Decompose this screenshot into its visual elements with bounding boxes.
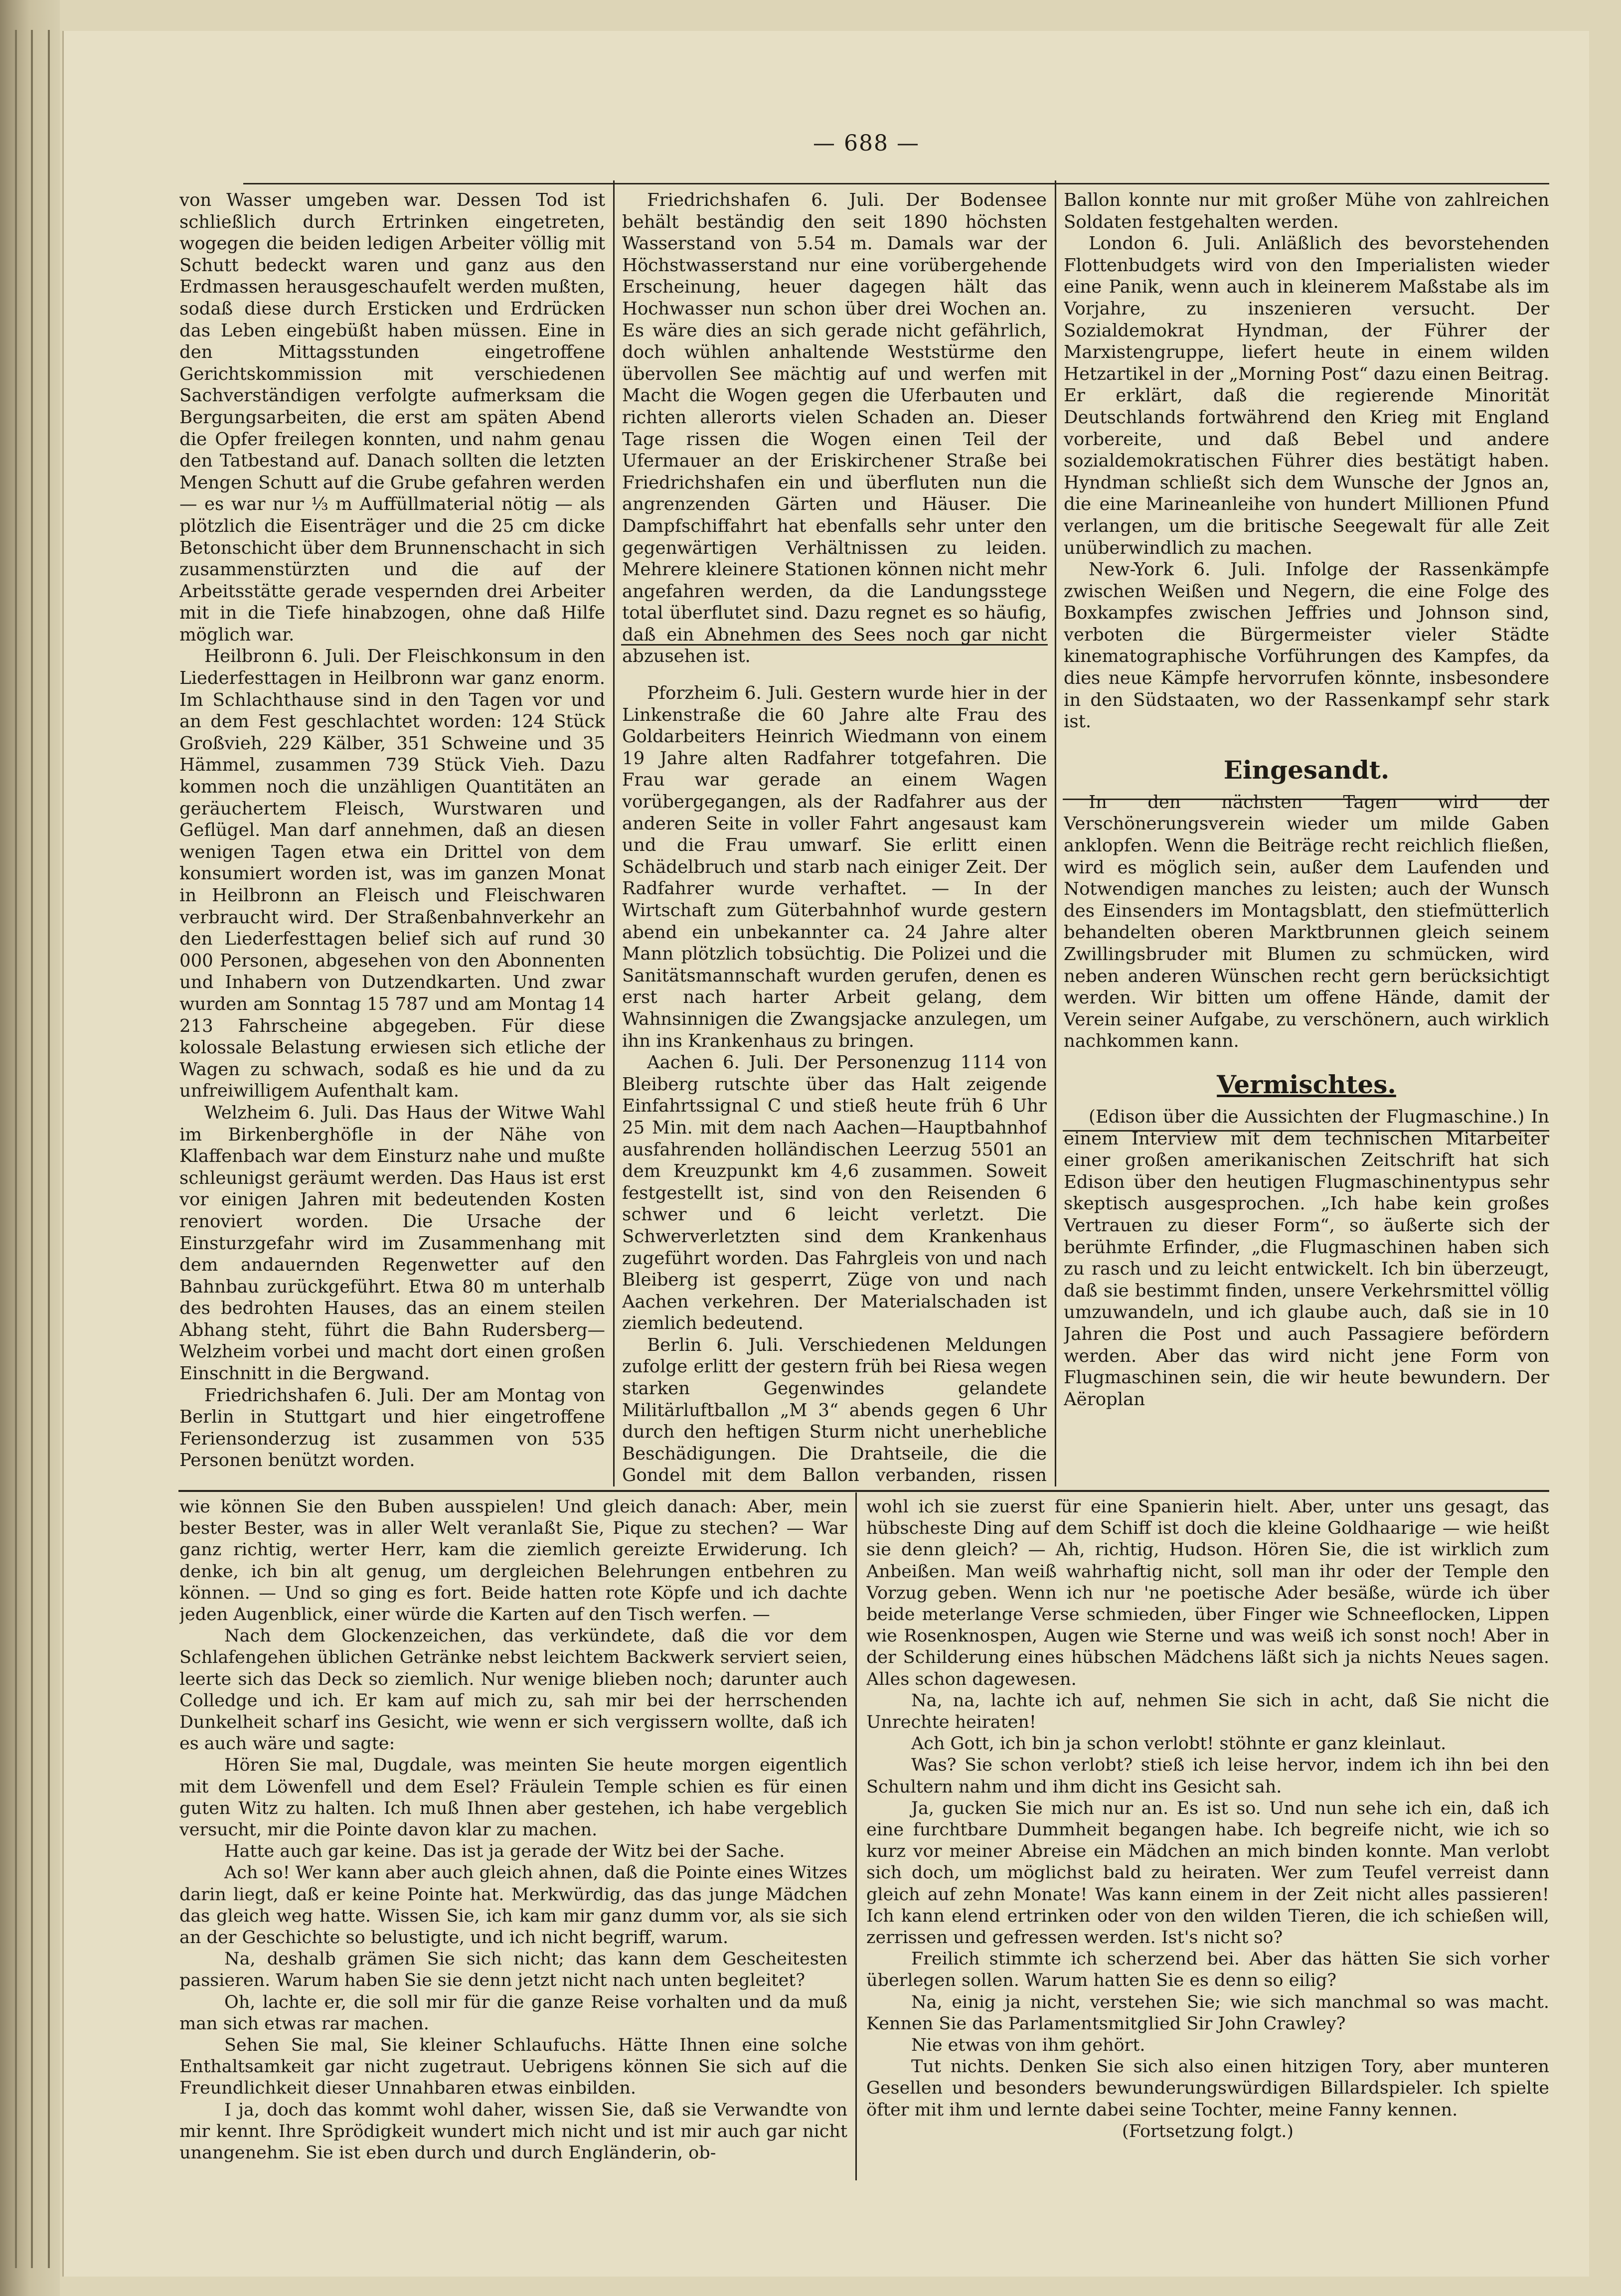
section-heading-vermischtes: Vermischtes. bbox=[1217, 1069, 1396, 1099]
book-binding bbox=[0, 0, 60, 2296]
feuilleton-text: Na, na, lachte ich auf, nehmen Sie sich in acht, daß Sie nicht die Unrechte heiraten! bbox=[866, 1690, 1549, 1733]
article-ballon-end: Ballon konnte nur mit großer Mühe von zahlreichen Soldaten festgehalten werden. bbox=[1064, 190, 1549, 232]
page-number: — 688 — bbox=[813, 131, 920, 156]
feuilleton-text: Freilich stimmte ich scherzend bei. Aber das hätten Sie sich vorher überlegen sollen. Warum hatten Sie es denn so eilig? bbox=[866, 1949, 1549, 1991]
newspaper-page bbox=[64, 31, 1589, 2277]
header-rule bbox=[243, 183, 1549, 184]
article-aachen: Aachen 6. Juli. Der Personenzug 1114 von Bleiberg rutschte über das Halt zeigende Einfahrtssignal C und stieß heute früh 6 Uhr 25 Min. mit dem nach Aachen—Hauptbahnhof ausfahrenden holländischen Leerzug 5501 an dem Kreuzpunkt km 4,6 zusammen. Soweit festgestellt ist, sind von den Reisenden 6 schwer und 6 leicht verletzt. Die Schwerverletzten sind dem Krankenhaus zugeführt worden. Das Fahrgleis von und nach Bleiberg ist gesperrt, Züge von und nach Aachen verkehren. Der Materialschaden ist ziemlich bedeutend. bbox=[622, 1052, 1047, 1334]
feuilleton-text: Oh, lachte er, die soll mir für die ganze Reise vorhalten und da muß man sich etwas rar machen. bbox=[179, 1992, 847, 2034]
feuilleton-text: Tut nichts. Denken Sie sich also einen hitzigen Tory, aber munteren Gesellen und besonders bewunderungswürdigen Billardspieler. Ich spielte öfter mit ihm und lernte dabei seine Tochter, meine Fanny kennen. bbox=[866, 2057, 1549, 2120]
feuilleton-right bbox=[866, 1496, 1549, 2194]
feuilleton-text: Ach so! Wer kann aber auch gleich ahnen, daß die Pointe eines Witzes darin liegt, daß er keine Pointe hat. Merkwürdig, das das junge Mädchen das gleich weg hatte. Wissen Sie, ich kam mir ganz dumm vor, als sie sich an der Geschichte so belustigte, und ich nicht begriff, warum. bbox=[179, 1863, 847, 1948]
news-column-2 bbox=[622, 189, 1047, 1485]
feuilleton-column-rule bbox=[855, 1492, 857, 2180]
article-welzheim: Welzheim 6. Juli. Das Haus der Witwe Wahl im Birkenberghöfle in der Nähe von Klaffenbach war dem Einsturz nahe und mußte schleunigst geräumt werden. Das Haus ist erst vor einigen Jahren mit bedeutenden Kosten renoviert worden. Die Ursache der Einsturzgefahr wird im Zusammenhang mit dem andauernden Regenwetter auf den Bahnbau zurückgeführt. Etwa 80 m unterhalb des bedrohten Hauses, das an einem steilen Abhang steht, führt die Bahn Rudersberg—Welzheim vorbei und macht dort einen großen Einschnitt in die Bergwand. bbox=[179, 1102, 605, 1384]
feuilleton-text: Was? Sie schon verlobt? stieß ich leise hervor, indem ich ihn bei den Schultern nahm und ihm dicht ins Gesicht sah. bbox=[866, 1755, 1549, 1797]
article-london: London 6. Juli. Anläßlich des bevorstehenden Flottenbudgets wird von den Imperialisten wieder eine Panik, wenn auch in kleinerem Maßstabe als im Vorjahre, zu inszenieren versucht. Der Sozialdemokrat Hyndman, der Führer der Marxistengruppe, liefert heute in einem wilden Hetzartikel in der „Morning Post“ dazu einen Beitrag. Er erklärt, daß die regierende Minorität Deutschlands fortwährend den Krieg mit England vorbereite, und daß Bebel und andere sozialdemokratischen Führer dies bestätigt haben. Hyndman schließt sich dem Wunsche der Jgnos an, die eine Marineanleihe von hundert Millionen Pfund verlangen, um die britische Seegewalt für alle Zeit unüberwindlich zu machen. bbox=[1064, 233, 1549, 558]
section-heading-eingesandt: Eingesandt. bbox=[1223, 755, 1390, 785]
article-new-york: New-York 6. Juli. Infolge der Rassenkämpfe zwischen Weißen und Negern, die eine Folge des Boxkampfes zwischen Jeffries und Johnson sind, verboten die Bürgermeister vieler Städte kinematographische Vorführungen des Kampfes, da dies neue Kämpfe hervorrufen könnte, insbesondere in den Südstaaten, wo der Rassenkampf sehr stark ist. bbox=[1064, 559, 1549, 732]
feuilleton-text: Na, einig ja nicht, verstehen Sie; wie sich manchmal so was macht. Kennen Sie das Parlamentsmitglied Sir John Crawley? bbox=[866, 1992, 1549, 2034]
feuilleton-text: Ach Gott, ich bin ja schon verlobt! stöhnte er ganz kleinlaut. bbox=[911, 1734, 1447, 1754]
article-bodensee: Friedrichshafen 6. Juli. Der Bodensee behält beständig den seit 1890 höchsten Wasserstand von 5.54 m. Damals war der Höchstwasserstand nur eine vorübergehende Erscheinung, heuer dagegen hält das Hochwasser nun schon über drei Wochen an. Es wäre dies an sich gerade nicht gefährlich, doch wühlen anhaltende Weststürme den übervollen See mächtig auf und werfen mit Macht die Wogen gegen die Uferbauten und richten allerorts vielen Schaden an. Dieser Tage rissen die Wogen einen Teil der Ufermauer an der Eriskirchener Straße bei Friedrichshafen ein und überfluten nun die angrenzenden Gärten und Häuser. Die Dampfschiffahrt hat ebenfalls sehr unter den gegenwärtigen Verhältnissen zu leiden. Mehrere kleinere Stationen können nicht mehr angefahren werden, da die Landungsstege total überflutet sind. Dazu regnet es so häufig, daß ein Abnehmen des Sees noch gar nicht abzusehen ist. bbox=[622, 190, 1047, 667]
feuilleton-text: wohl ich sie zuerst für eine Spanierin hielt. Aber, unter uns gesagt, das hübscheste Ding auf dem Schiff ist doch die kleine Goldhaarige — wie heißt sie denn gleich? — Ah, richtig, Hudson. Hören Sie, die ist wirklich zum Anbeißen. Man weiß wahrhaftig nicht, soll man ihr oder der Temple den Vorzug geben. Wenn ich nur 'ne poetische Ader besäße, würde ich über beide meterlange Verse schmieden, über Finger wie Schneeflocken, Lippen wie Rosenknospen, Augen wie Sterne und was weiß ich sonst noch! Aber in der Schilderung eines hübschen Mädchens läßt sich ja nichts Neues sagen. Alles schon dagewesen. bbox=[866, 1497, 1549, 1689]
article-berlin: Berlin 6. Juli. Verschiedenen Meldungen zufolge erlitt der gestern früh bei Riesa wegen starken Gegenwindes gelandete Militärluftballon „M 3“ abends gegen 6 Uhr durch den heftigen Sturm nicht unerhebliche Beschädigungen. Die Drahtseile, die die Gondel mit dem Ballon verbanden, rissen bbox=[622, 1334, 1047, 1485]
continuation-note: (Fortsetzung folgt.) bbox=[1122, 2121, 1294, 2141]
feuilleton-text: Nach dem Glockenzeichen, das verkündete, daß die vor dem Schlafengehen üblichen Getränke nebst leichtem Backwerk serviert seien, leerte sich das Deck so ziemlich. Nur wenige blieben noch; darunter auch Colledge und ich. Er kam auf mich zu, sah mir bei der herrschenden Dunkelheit scharf ins Gesicht, wie wenn er sich vergissern wollte, daß ich es auch wäre und sagte: bbox=[179, 1626, 847, 1754]
feuilleton-text: Nie etwas von ihm gehört. bbox=[911, 2035, 1145, 2056]
page-edge bbox=[31, 30, 33, 2268]
news-column-1 bbox=[179, 189, 605, 1485]
feuilleton-text: Na, deshalb grämen Sie sich nicht; das kann dem Gescheitesten passieren. Warum haben Sie sie denn jetzt nicht nach unten begleitet? bbox=[179, 1949, 847, 1991]
article-text: von Wasser umgeben war. Dessen Tod ist schließlich durch Ertrinken eingetreten, wogegen die beiden ledigen Arbeiter völlig mit Schutt bedeckt waren und ganz aus den Erdmassen herausgeschaufelt werden mußten, sodaß diese durch Ersticken und Erdrücken das Leben eingebüßt haben müssen. Eine in den Mittagsstunden eingetroffene Gerichtskommission mit verschiedenen Sachverständigen verfolgte aufmerksam die Bergungsarbeiten, die erst am späten Abend die Opfer freilegen konnten, und nahm genau den Tatbestand auf. Danach sollten die letzten Mengen Schutt auf die Grube gefahren werden — es war nur ⅓ m Auffüllmaterial nötig — als plötzlich die Eisenträger und die 25 cm dicke Betonschicht über dem Brunnenschacht in sich zusammenstürzten und die auf der Arbeitsstätte gerade vespernden drei Arbeiter mit in die Tiefe hinabzogen, ohne daß Hilfe möglich war. bbox=[179, 190, 605, 645]
column-rule bbox=[1055, 180, 1056, 1486]
page-edge bbox=[15, 30, 17, 2268]
feuilleton-text: Hören Sie mal, Dugdale, was meinten Sie heute morgen eigentlich mit dem Löwenfell und dem Esel? Fräulein Temple schien es für einen guten Witz zu halten. Ich muß Ihnen aber gestehen, ich habe vergeblich versucht, mir die Pointe davon klar zu machen. bbox=[179, 1755, 847, 1840]
feuilleton-text: I ja, doch das kommt wohl daher, wissen Sie, daß sie Verwandte von mir kennt. Ihre Sprödigkeit wundert mich nicht und ist mir auch gar nicht unangenehm. Sie ist eben durch und durch Engländerin, ob- bbox=[179, 2100, 847, 2163]
column-rule bbox=[613, 180, 615, 1486]
news-column-3 bbox=[1064, 189, 1549, 1485]
article-heilbronn: Heilbronn 6. Juli. Der Fleischkonsum in den Liederfesttagen in Heilbronn war ganz enorm. Im Schlachthause sind in den Tagen vor und an dem Fest geschlachtet worden: 124 Stück Großvieh, 229 Kälber, 351 Schweine und 35 Hämmel, zusammen 739 Stück Vieh. Dazu kommen noch die unzähligen Quantitäten an geräuchertem Fleisch, Wurstwaren und Geflügel. Man darf annehmen, daß an diesen wenigen Tagen etwa ein Drittel von dem konsumiert worden ist, was im ganzen Monat in Heilbronn an Fleisch und Fleischwaren verbraucht wird. Der Straßenbahnverkehr an den Liederfesttagen belief sich auf rund 30 000 Personen, abgesehen von den Abonnenten und Inhabern von Dutzendkarten. Und zwar wurden am Sonntag 15 787 und am Montag 14 213 Fahrscheine abgegeben. Für diese kolossale Belastung erwiesen sich etliche der Wagen zu schwach, sodaß es hie und da zu unfreiwilligem Aufenthalt kam. bbox=[179, 646, 605, 1102]
letter-text: In den nächsten Tagen wird der Verschönerungsverein wieder um milde Gaben anklopfen. Wenn die Beiträge recht reichlich fließen, wird es möglich sein, außer dem Laufenden und Notwendigen manches zu leisten; auch der Wunsch des Einsenders im Montagsblatt, den stiefmütterlich behandelten oberen Marktbrunnen gleich seinem Zwillingsbruder mit Blumen zu schmücken, wird neben anderen Wünschen recht gern berücksichtigt werden. Wir bitten um offene Hände, damit der Verein seiner Aufgabe, zu verschönern, auch wirklich nachkommen kann. bbox=[1064, 792, 1549, 1052]
feuilleton-rule bbox=[178, 1490, 1549, 1492]
feuilleton-left bbox=[179, 1496, 847, 2179]
article-pforzheim: Pforzheim 6. Juli. Gestern wurde hier in der Linkenstraße die 60 Jahre alte Frau des Goldarbeiters Heinrich Wiedmann von einem 19 Jahre alten Radfahrer totgefahren. Die Frau war gerade an einem Wagen vorübergegangen, als der Radfahrer aus der anderen Seite in voller Fahrt angesaust kam und die Frau umwarf. Sie erlitt einen Schädelbruch und starb nach einiger Zeit. Der Radfahrer wurde verhaftet. — In der Wirtschaft zum Güterbahnhof wurde gestern abend ein unbekannter ca. 24 Jahre alter Mann plötzlich tobsüchtig. Die Polizei und die Sanitätsmannschaft wurden gerufen, denen es erst nach harter Arbeit gelang, dem Wahnsinnigen die Zwangsjacke anzulegen, um ihn ins Krankenhaus zu bringen. bbox=[622, 683, 1047, 1051]
article-edison: (Edison über die Aussichten der Flugmaschine.) In einem Interview mit dem technischen Mitarbeiter einer großen amerikanischen Zeitschrift hat sich Edison über den heutigen Flugmaschinentypus sehr skeptisch ausgesprochen. „Ich habe kein großes Vertrauen zu dieser Form“, so äußerte sich der berühmte Erfinder, „die Flugmaschinen haben sich zu rasch und zu leicht entwickelt. Ich bin überzeugt, daß sie bestimmt finden, unsere Verkehrsmittel völlig umzuwandeln, und ich glaube auch, daß sie in 10 Jahren die Post und auch Passagiere befördern werden. Aber das wird nicht jene Form von Flugmaschinen sein, die wir heute bewundern. Der Aëroplan bbox=[1064, 1106, 1549, 1410]
feuilleton-text: Ja, gucken Sie mich nur an. Es ist so. Und nun sehe ich ein, daß ich eine furchtbare Dummheit begangen habe. Ich begreife nicht, wie ich so kurz vor meiner Abreise ein Mädchen an mich binden konnte. Man verlobt sich doch, um möglichst bald zu heiraten. Wer zum Teufel verreist dann gleich auf zehn Monate! Was kann einem in der Zeit nicht alles passieren! Ich kann elend ertrinken oder von den wilden Tieren, die ich schießen will, zerrissen und gefressen werden. Ist's nicht so? bbox=[866, 1798, 1549, 1948]
feuilleton-text: Sehen Sie mal, Sie kleiner Schlaufuchs. Hätte Ihnen eine solche Enthaltsamkeit gar nicht zugetraut. Uebrigens können Sie sich auf die Freundlichkeit dieser Unnahbaren etwas einbilden. bbox=[179, 2035, 847, 2099]
page-edge bbox=[48, 30, 50, 2268]
feuilleton-text: wie können Sie den Buben ausspielen! Und gleich danach: Aber, mein bester Bester, was in aller Welt veranlaßt Sie, Pique zu stechen? — War ganz richtig, werter Herr, kam die ziemlich gereizte Erwiderung. Ich denke, ich bin alt genug, um dergleichen Belehrungen entbehren zu können. — Und so ging es fort. Beide hatten rote Köpfe und ich dachte jeden Augenblick, einer würde die Karten auf den Tisch werfen. — bbox=[179, 1497, 847, 1625]
article-friedrichshafen-train: Friedrichshafen 6. Juli. Der am Montag von Berlin in Stuttgart und hier eingetroffene Feriensonderzug ist zusammen von 535 Personen benützt worden. bbox=[179, 1385, 605, 1471]
feuilleton-text: Hatte auch gar keine. Das ist ja gerade der Witz bei der Sache. bbox=[224, 1841, 785, 1862]
